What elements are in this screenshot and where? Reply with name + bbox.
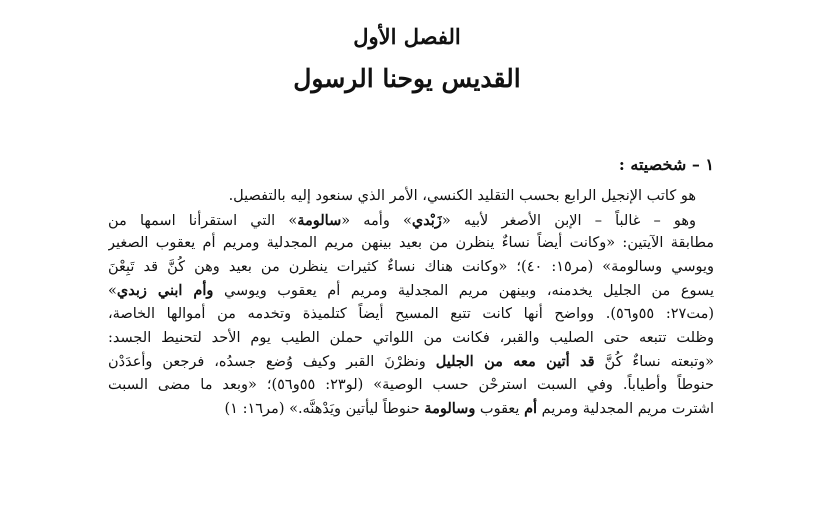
text-line	[108, 303, 714, 327]
text-line	[108, 232, 714, 256]
body-paragraphs	[108, 185, 714, 421]
text-run: (مت٢٧: ٥٥و٥٦). وواضح أنها كانت تتبع المسيح أيضاً كتلميذة وتخدمه من أموالها الخاصة،	[108, 305, 714, 322]
text-run: وظلت تتبعه حتى الصليب والقبر، فكانت من اللواتي حملن الطيب يوم الأحد لتحنيط الجسد:	[108, 329, 714, 346]
text-line	[108, 327, 714, 351]
text-run: حنوطاً ليأتين ويَدْهنَّه.» (مر١٦: ١)	[224, 401, 425, 418]
text-run: ويوسي وسالومة» (مر١٥: ٤٠)؛ «وكانت هناك نساءٌ كثيرات ينظرن من بعيد وهن كُنَّ قد تَبِعْنَ	[108, 258, 714, 275]
chapter-label: الفصل الأول	[353, 24, 461, 49]
bold-phrase: وأم ابني زبدي	[116, 282, 214, 300]
text-line	[108, 350, 714, 374]
bold-phrase: سالومة	[297, 211, 342, 229]
text-run: حنوطاً وأطياباً. وفي السبت استرحْن حسب الوصية» (لو٢٣: ٥٥و٥٦)؛ «وبعد ما مضى السبت	[108, 376, 714, 393]
text-run: » وأمه «	[341, 212, 412, 229]
text-run: يعقوب	[475, 401, 525, 418]
text-run: »	[108, 283, 117, 300]
text-run: ونظرْنَ القبر وكيف وُضع جسدُه، فرجعن وأعدَدْن	[108, 354, 436, 371]
text-line	[108, 256, 714, 280]
bold-phrase: زَبْدي	[411, 211, 442, 229]
section-number: ١ –	[691, 155, 714, 174]
section-title: شخصيته :	[618, 155, 687, 174]
text-run: وهو – غالباً – الإبن الأصغر لأبيه «	[441, 212, 696, 229]
text-run: اشترت مريم المجدلية ومريم	[537, 401, 714, 418]
text-run: هو كاتب الإنجيل الرابع بحسب التقليد الكنسي، الأمر الذي سنعود إليه بالتفصيل.	[228, 188, 696, 204]
bold-phrase: أم	[524, 400, 538, 418]
chapter-title: القديس يوحنا الرسول	[293, 64, 521, 93]
text-run: يسوع من الجليل يخدمنه، وبينهن مريم المجدلية ومريم أم يعقوب ويوسي	[213, 283, 714, 300]
text-line	[108, 374, 714, 398]
text-run: مطابقة الآيتين: «وكانت أيضاً نساءٌ ينظرن من بعيد بينهن مريم المجدلية ومريم أم يعقوب الصغير	[108, 235, 714, 252]
section-heading	[619, 155, 714, 174]
text-line	[108, 209, 714, 233]
text-line	[108, 279, 714, 303]
text-line	[108, 185, 714, 209]
bold-phrase: قد أتين معه من الجليل	[435, 353, 595, 371]
text-run: » التي استقرأنا اسمها من	[108, 212, 298, 229]
bold-phrase: وسالومة	[424, 400, 476, 418]
text-run: «وتبعته نساءٌ كُنَّ	[594, 354, 714, 371]
text-line	[108, 397, 714, 421]
